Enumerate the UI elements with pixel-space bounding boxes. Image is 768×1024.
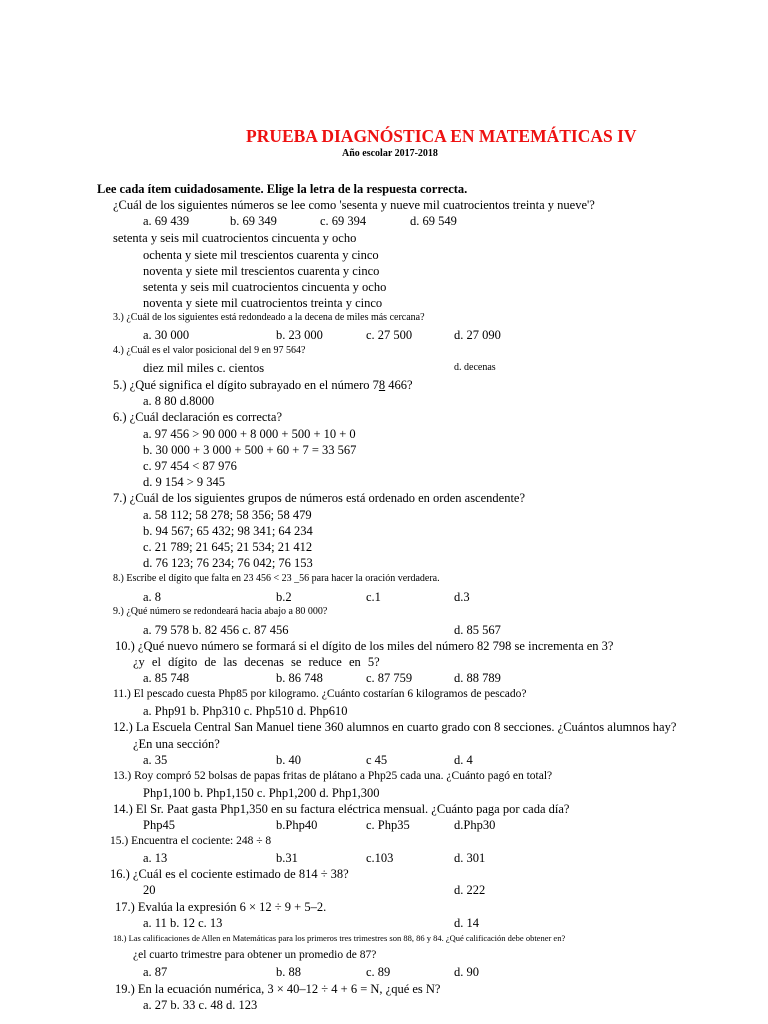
question-19: 19.) En la ecuación numérica, 3 × 40–12 ÷ 4 + 6 = N, ¿qué es N? <box>115 982 441 996</box>
question-13: 13.) Roy compró 52 bolsas de papas fritas de plátano a Php25 cada una. ¿Cuánto pagó en total? <box>113 770 553 782</box>
q6-option-c: c. 97 454 < 87 976 <box>143 459 237 473</box>
q18-option-a: a. 87 <box>143 965 168 979</box>
q15-option-c: c.103 <box>366 851 394 865</box>
q5-text-post: 466? <box>385 378 413 392</box>
q11-options: a. Php91 b. Php310 c. Php510 d. Php610 <box>143 704 348 718</box>
q12-option-d: d. 4 <box>454 753 473 767</box>
q16-option-a: 20 <box>143 883 156 897</box>
question-12-line-2: ¿En una sección? <box>133 737 220 751</box>
question-14: 14.) El Sr. Paat gasta Php1,350 en su factura eléctrica mensual. ¿Cuánto paga por cada día? <box>113 802 570 816</box>
question-10-line-2: ¿y el dígito de las decenas se reduce en 5? <box>133 655 380 669</box>
q2-option-1: ochenta y siete mil trescientos cuarenta y cinco <box>143 248 379 262</box>
q3-option-b: b. 23 000 <box>276 328 323 342</box>
question-17: 17.) Evalúa la expresión 6 × 12 ÷ 9 + 5–2. <box>115 900 327 914</box>
q2-option-2: noventa y siete mil trescientos cuarenta y cinco <box>143 264 380 278</box>
q15-option-d: d. 301 <box>454 851 486 865</box>
q5-options: a. 8 80 d.8000 <box>143 394 215 408</box>
q1-option-c: c. 69 394 <box>320 214 367 228</box>
question-8: 8.) Escribe el dígito que falta en 23 456 < 23 _56 para hacer la oración verdadera. <box>113 573 440 584</box>
q10-option-d: d. 88 789 <box>454 671 501 685</box>
school-year: Año escolar 2017-2018 <box>342 148 438 159</box>
q7-option-b: b. 94 567; 65 432; 98 341; 64 234 <box>143 524 313 538</box>
q13-options: Php1,100 b. Php1,150 c. Php1,200 d. Php1,300 <box>143 786 380 800</box>
q17-option-d: d. 14 <box>454 916 479 930</box>
q1-option-b: b. 69 349 <box>230 214 277 228</box>
q8-option-b: b.2 <box>276 590 292 604</box>
q16-option-d: d. 222 <box>454 883 486 897</box>
q15-option-b: b.31 <box>276 851 298 865</box>
q4-options-abc: diez mil miles c. cientos <box>143 361 265 375</box>
question-15: 15.) Encuentra el cociente: 248 ÷ 8 <box>110 835 272 847</box>
q4-option-d: d. decenas <box>454 362 496 373</box>
question-1: ¿Cuál de los siguientes números se lee como 'sesenta y nueve mil cuatrocientos treinta y nueve'? <box>113 198 595 212</box>
q6-option-b: b. 30 000 + 3 000 + 500 + 60 + 7 = 33 567 <box>143 443 357 457</box>
q8-option-d: d.3 <box>454 590 470 604</box>
question-18-line-2: ¿el cuarto trimestre para obtener un promedio de 87? <box>133 949 377 961</box>
question-3: 3.) ¿Cuál de los siguientes está redondeado a la decena de miles más cercana? <box>113 312 425 323</box>
q17-options-abc: a. 11 b. 12 c. 13 <box>143 916 223 930</box>
q7-option-c: c. 21 789; 21 645; 21 534; 21 412 <box>143 540 313 554</box>
q10-option-b: b. 86 748 <box>276 671 323 685</box>
question-7: 7.) ¿Cuál de los siguientes grupos de números está ordenado en orden ascendente? <box>113 491 526 505</box>
q8-option-c: c.1 <box>366 590 381 604</box>
q9-option-d: d. 85 567 <box>454 623 501 637</box>
q5-underlined-digit: 8 <box>378 378 386 392</box>
q1-option-d: d. 69 549 <box>410 214 457 228</box>
q3-option-a: a. 30 000 <box>143 328 190 342</box>
question-2: setenta y seis mil cuatrocientos cincuenta y ocho <box>113 231 357 245</box>
question-10: 10.) ¿Qué nuevo número se formará si el dígito de los miles del número 82 798 se incrementa en 3? <box>115 639 614 653</box>
q6-option-d: d. 9 154 > 9 345 <box>143 475 226 489</box>
question-6: 6.) ¿Cuál declaración es correcta? <box>113 410 282 424</box>
q18-option-b: b. 88 <box>276 965 301 979</box>
q12-option-b: b. 40 <box>276 753 301 767</box>
q18-option-c: c. 89 <box>366 965 391 979</box>
q10-option-c: c. 87 759 <box>366 671 413 685</box>
q1-option-a: a. 69 439 <box>143 214 190 228</box>
q7-option-a: a. 58 112; 58 278; 58 356; 58 479 <box>143 508 312 522</box>
question-5 <box>113 379 413 392</box>
question-11: 11.) El pescado cuesta Php85 por kilogramo. ¿Cuánto costarían 6 kilogramos de pescado? <box>113 688 527 700</box>
q6-option-a: a. 97 456 > 90 000 + 8 000 + 500 + 10 + 0 <box>143 427 356 441</box>
q14-option-d: d.Php30 <box>454 818 496 832</box>
q7-option-d: d. 76 123; 76 234; 76 042; 76 153 <box>143 556 313 570</box>
q12-option-a: a. 35 <box>143 753 168 767</box>
q15-option-a: a. 13 <box>143 851 168 865</box>
q14-option-b: b.Php40 <box>276 818 318 832</box>
q14-option-a: Php45 <box>143 818 175 832</box>
question-18: 18.) Las calificaciones de Allen en Matemáticas para los primeros tres trimestres son 88, 86 y 84. ¿Qué calificación debe obtener en? <box>113 933 566 943</box>
q5-text-pre: 5.) ¿Qué significa el dígito subrayado en el número 7 <box>113 378 379 392</box>
q12-option-c: c 45 <box>366 753 388 767</box>
q2-option-4: noventa y siete mil cuatrocientos treinta y cinco <box>143 296 383 310</box>
question-12: 12.) La Escuela Central San Manuel tiene 360 alumnos en cuarto grado con 8 secciones. ¿Cuántos alumnos hay? <box>113 720 677 734</box>
q18-option-d: d. 90 <box>454 965 479 979</box>
q2-option-3: setenta y seis mil cuatrocientos cincuenta y ocho <box>143 280 387 294</box>
q10-option-a: a. 85 748 <box>143 671 190 685</box>
page-title: PRUEBA DIAGNÓSTICA EN MATEMÁTICAS IV <box>246 126 637 146</box>
question-16: 16.) ¿Cuál es el cociente estimado de 814 ÷ 38? <box>110 867 349 881</box>
instructions: Lee cada ítem cuidadosamente. Elige la letra de la respuesta correcta. <box>97 182 468 196</box>
question-9: 9.) ¿Qué número se redondeará hacia abajo a 80 000? <box>113 606 328 617</box>
question-4: 4.) ¿Cuál es el valor posicional del 9 en 97 564? <box>113 345 306 356</box>
q3-option-d: d. 27 090 <box>454 328 501 342</box>
q9-options-abc: a. 79 578 b. 82 456 c. 87 456 <box>143 623 289 637</box>
q3-option-c: c. 27 500 <box>366 328 413 342</box>
q8-option-a: a. 8 <box>143 590 162 604</box>
q14-option-c: c. Php35 <box>366 818 410 832</box>
q19-options: a. 27 b. 33 c. 48 d. 123 <box>143 998 258 1012</box>
